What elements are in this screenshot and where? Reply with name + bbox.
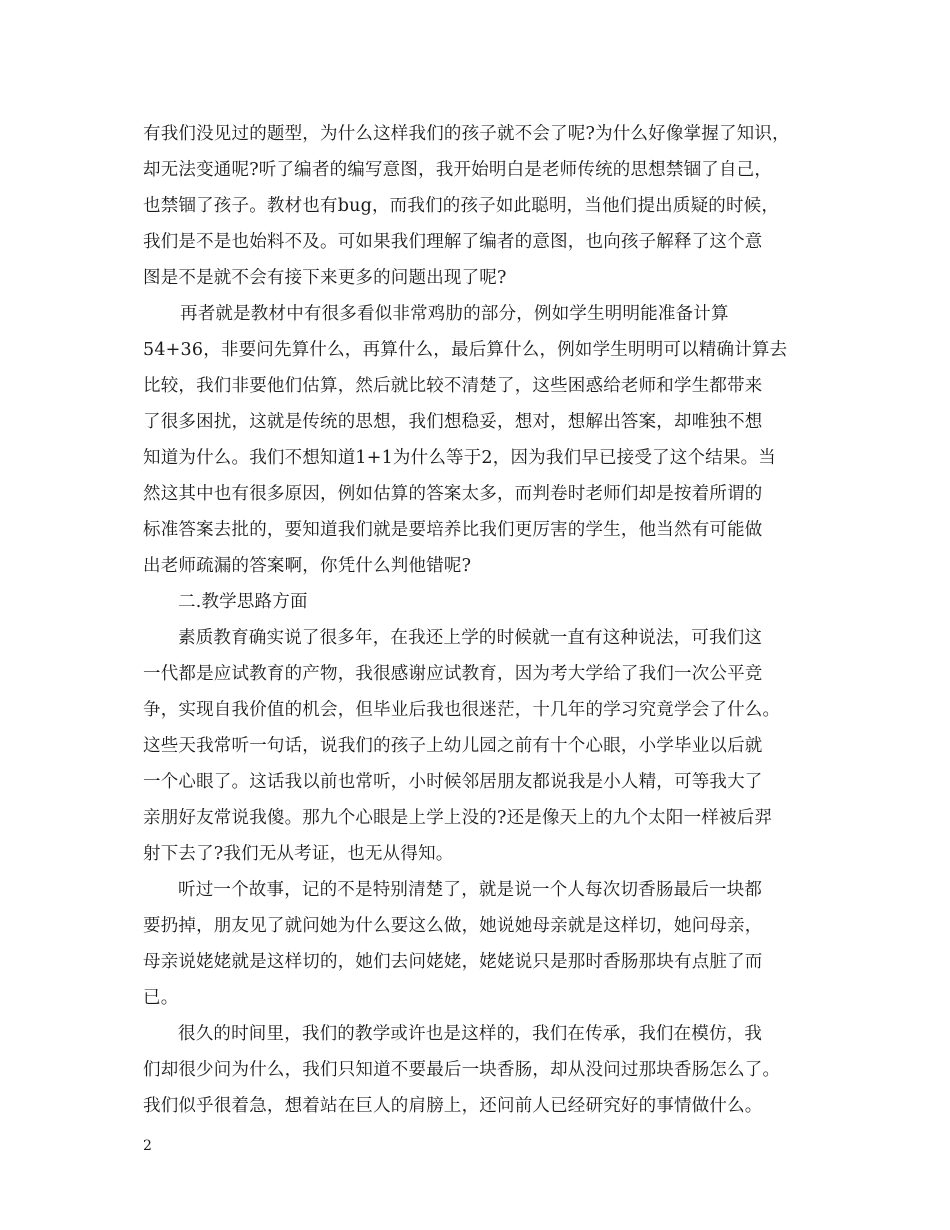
page-number: 2 [143, 1138, 152, 1154]
text-line: 图是不是就不会有接下来更多的问题出现了呢? [143, 268, 507, 288]
text-line: 了很多困扰，这就是传统的思想，我们想稳妥，想对，想解出答案，却唯独不想 [143, 412, 763, 432]
text-line: 这些天我常听一句话，说我们的孩子上幼儿园之前有十个心眼，小学毕业以后就 [143, 736, 763, 756]
text-line: 然这其中也有很多原因，例如估算的答案太多，而判卷时老师们却是按着所谓的 [143, 484, 763, 504]
text-line: 比较，我们非要他们估算，然后就比较不清楚了，这些困惑给老师和学生都带来 [143, 376, 763, 396]
text-line: 要扔掉，朋友见了就问她为什么要这么做，她说她母亲就是这样切，她问母亲， [143, 916, 763, 936]
text-line: 我们似乎很着急，想着站在巨人的肩膀上，还问前人已经研究好的事情做什么。 [143, 1096, 763, 1116]
text-line: 54+36，非要问先算什么，再算什么，最后算什么，例如学生明明可以精确计算去 [143, 340, 788, 360]
text-line: 素质教育确实说了很多年，在我还上学的时候就一直有这种说法，可我们这 [178, 628, 763, 648]
text-line: 一个心眼了。这话我以前也常听，小时候邻居朋友都说我是小人精，可等我大了 [143, 772, 763, 792]
text-line: 们却很少问为什么，我们只知道不要最后一块香肠，却从没问过那块香肠怎么了。 [143, 1060, 781, 1080]
text-line: 很久的时间里，我们的教学或许也是这样的，我们在传承，我们在模仿，我 [178, 1024, 763, 1044]
text-line: 一代都是应试教育的产物，我很感谢应试教育，因为考大学给了我们一次公平竞 [143, 664, 763, 684]
text-line: 母亲说姥姥就是这样切的，她们去问姥姥，姥姥说只是那时香肠那块有点脏了而 [143, 952, 763, 972]
text-line: 已。 [143, 988, 179, 1008]
text-line: 也禁锢了孩子。教材也有bug，而我们的孩子如此聪明，当他们提出质疑的时候， [143, 196, 780, 216]
text-line: 有我们没见过的题型，为什么这样我们的孩子就不会了呢?为什么好像掌握了知识， [143, 124, 790, 144]
text-line: 我们是不是也始料不及。可如果我们理解了编者的意图，也向孩子解释了这个意 [143, 232, 763, 252]
section-heading: 二.教学思路方面 [178, 592, 308, 612]
text-line: 争，实现自我价值的机会，但毕业后我也很迷茫，十几年的学习究竟学会了什么。 [143, 700, 781, 720]
text-line: 射下去了?我们无从考证，也无从得知。 [143, 844, 454, 864]
text-line: 标准答案去批的，要知道我们就是要培养比我们更厉害的学生，他当然有可能做 [143, 520, 763, 540]
text-line: 听过一个故事，记的不是特别清楚了，就是说一个人每次切香肠最后一块都 [178, 880, 763, 900]
text-line: 知道为什么。我们不想知道1+1为什么等于2，因为我们早已接受了这个结果。当 [143, 448, 776, 468]
text-line: 却无法变通呢?听了编者的编写意图，我开始明白是老师传统的思想禁锢了自己， [143, 160, 773, 180]
text-line: 亲朋好友常说我傻。那九个心眼是上学上没的?还是像天上的九个太阳一样被后羿 [143, 808, 773, 828]
text-line: 出老师疏漏的答案啊，你凭什么判他错呢? [143, 556, 472, 576]
text-line: 再者就是教材中有很多看似非常鸡肋的部分，例如学生明明能准备计算 [180, 304, 729, 324]
